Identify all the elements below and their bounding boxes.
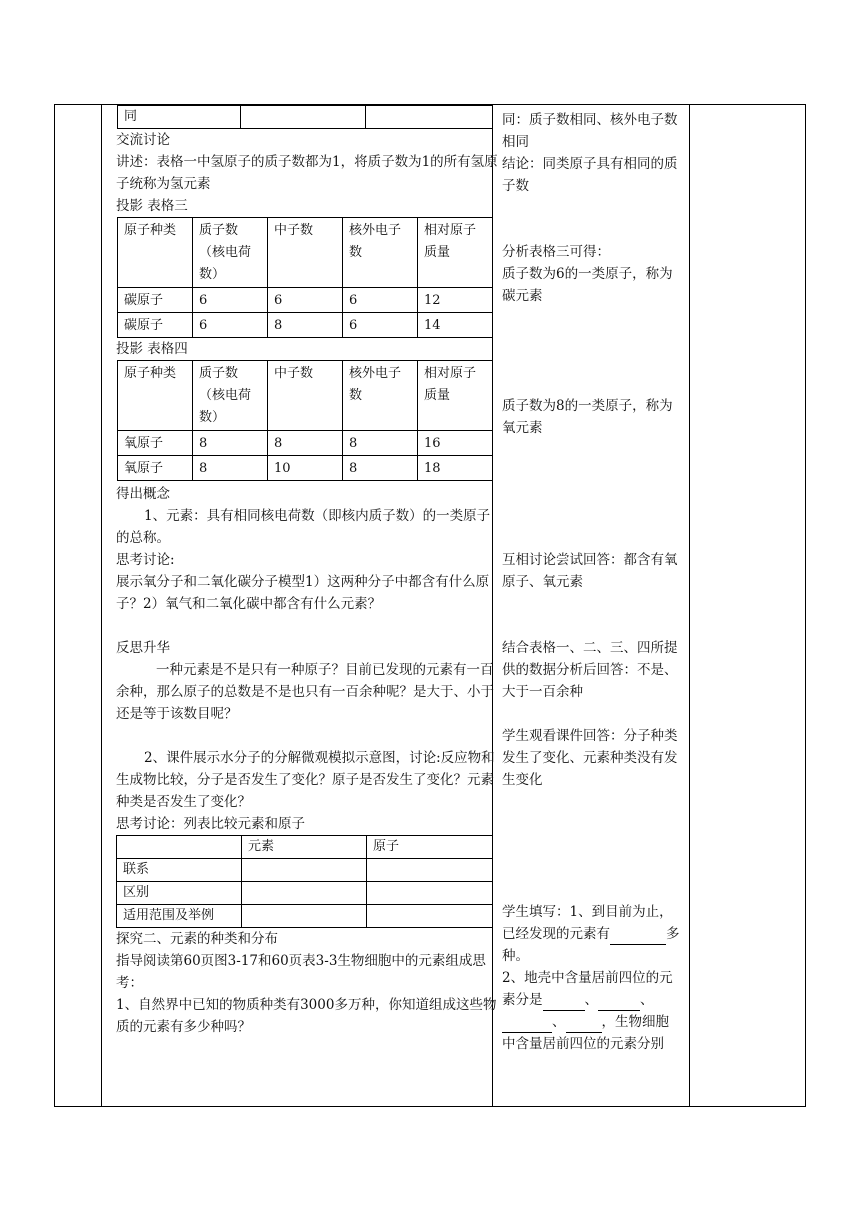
lecture-text: 讲述：表格一中氢原子的质子数都为1，将质子数为1的所有氢原子统称为氢元素	[116, 154, 498, 192]
header-cell: 核外电子数	[343, 218, 418, 288]
table-cell: 氧原子	[118, 431, 193, 456]
table-cell: 8	[343, 456, 418, 481]
separator: 、	[584, 992, 598, 1008]
fill-text-2: 多种。	[502, 926, 680, 964]
table-cell: 适用范围及举例	[117, 905, 242, 928]
table-cell	[367, 905, 493, 928]
table-cell	[242, 859, 367, 882]
compare-heading: 思考讨论：列表比较元素和原子	[116, 816, 305, 832]
header-cell: 质子数（核电荷数）	[193, 361, 268, 431]
table-cell	[242, 882, 367, 905]
header-cell: 相对原子质量	[418, 218, 493, 288]
table-cell: 碳原子	[118, 288, 193, 313]
table-row	[118, 456, 493, 481]
table-cell: 6	[193, 288, 268, 313]
table-cell	[242, 905, 367, 928]
table-cell: 6	[193, 313, 268, 338]
header-cell	[117, 836, 242, 859]
table-cell: 6	[343, 288, 418, 313]
table-cell: 14	[418, 313, 493, 338]
fill-text-4: ，生物细胞中含量居前四位的元素分别	[502, 1014, 669, 1052]
answer-blank[interactable]	[598, 994, 640, 1011]
table-cell: 12	[418, 288, 493, 313]
watch-answer: 学生观看课件回答：分子种类发生了变化、元素种类没有发生变化	[502, 728, 678, 788]
header-cell: 质子数（核电荷数）	[193, 218, 268, 288]
table-row	[118, 106, 493, 129]
top-table-fragment	[117, 105, 493, 129]
reflect-heading: 反思升华	[116, 640, 170, 656]
header-cell: 原子种类	[118, 361, 193, 431]
think-text: 展示氧分子和二氧化碳分子模型1）这两种分子中都含有什么原子？2）氧气和二氧化碳中都含有什么元素？	[116, 574, 490, 612]
combine-answer: 结合表格一、二、三、四所提供的数据分析后回答：不是、大于一百余种	[502, 640, 678, 700]
compare-table	[116, 835, 493, 928]
answer-blank[interactable]	[610, 928, 666, 945]
analysis-3-intro: 分析表格三可得：	[502, 244, 610, 260]
header-cell: 原子种类	[118, 218, 193, 288]
table-cell: 氧原子	[118, 456, 193, 481]
table-cell: 8	[193, 431, 268, 456]
table-three	[117, 217, 493, 338]
projection-3-heading: 投影 表格三	[116, 198, 188, 214]
table-header-row	[118, 218, 493, 288]
table-header-row	[118, 361, 493, 431]
projection-4-heading: 投影 表格四	[116, 341, 188, 357]
explore-heading: 探究二、元素的种类和分布	[116, 931, 278, 947]
think-heading: 思考讨论:	[116, 552, 175, 568]
column-divider-3	[689, 105, 690, 1106]
table-cell: 8	[268, 431, 343, 456]
table-cell: 联系	[117, 859, 242, 882]
header-cell: 中子数	[268, 218, 343, 288]
table-row	[117, 859, 493, 882]
table-cell: 8	[193, 456, 268, 481]
discussion-heading: 交流讨论	[116, 132, 170, 148]
header-cell: 核外电子数	[343, 361, 418, 431]
analysis-3-result: 质子数为6的一类原子，称为碳元素	[502, 266, 673, 304]
table-row	[117, 882, 493, 905]
table-cell: 区别	[117, 882, 242, 905]
fill-text-1: 学生填写：1、到目前为止，已经发现的元素有	[502, 904, 673, 942]
column-divider-1	[101, 105, 102, 1106]
fill-in-answer	[502, 901, 682, 1055]
student-activity-column	[502, 109, 682, 1055]
table-row	[117, 905, 493, 928]
answer-blank[interactable]	[502, 1016, 552, 1033]
table-cell	[366, 106, 493, 129]
conclusion-text: 结论：同类原子具有相同的质子数	[502, 156, 678, 194]
header-cell: 相对原子质量	[418, 361, 493, 431]
header-cell: 元素	[242, 836, 367, 859]
table-cell: 8	[268, 313, 343, 338]
table-cell: 碳原子	[118, 313, 193, 338]
table-four	[117, 360, 493, 481]
concept-text: 1、元素：具有相同核电荷数（即核内质子数）的一类原子的总称。	[116, 508, 491, 546]
table-cell: 6	[343, 313, 418, 338]
separator: 、	[552, 1014, 566, 1030]
answer-blank[interactable]	[543, 994, 585, 1011]
table-cell: 16	[418, 431, 493, 456]
table-row	[118, 431, 493, 456]
concept-heading: 得出概念	[116, 486, 170, 502]
header-cell: 原子	[367, 836, 493, 859]
guide-text: 指导阅读第60页图3-17和60页表3-3生物细胞中的元素组成思考：	[116, 953, 486, 991]
analysis-4-result: 质子数为8的一类原子，称为氧元素	[502, 398, 673, 436]
table-cell: 同	[118, 106, 241, 129]
reflect-text: 一种元素是不是只有一种原子？目前已发现的元素有一百余种，那么原子的总数是不是也只有一百余种呢？是大于、小于还是等于该数目呢？	[116, 662, 494, 722]
table-cell: 18	[418, 456, 493, 481]
table-row	[118, 288, 493, 313]
header-cell: 中子数	[268, 361, 343, 431]
separator: 、	[640, 992, 654, 1008]
answer-blank[interactable]	[566, 1016, 602, 1033]
question-1-text: 1、自然界中已知的物质种类有3000多万种，你知道组成这些物质的元素有多少种吗？	[116, 997, 497, 1035]
table-cell: 8	[343, 431, 418, 456]
fill-text-3: 2、地壳中含量居前四位的元素分是	[502, 970, 673, 1008]
table-cell	[367, 882, 493, 905]
courseware-text: 2、课件展示水分子的分解微观模拟示意图，讨论:反应物和生成物比较，分子是否发生了变化？原子是否发生了变化？元素种类是否发生了变化？	[116, 750, 495, 810]
table-cell: 6	[268, 288, 343, 313]
same-text: 同：质子数相同、核外电子数相同	[502, 112, 678, 150]
lesson-table	[54, 104, 806, 1107]
discuss-answer: 互相讨论尝试回答：都含有氧原子、氧元素	[502, 552, 678, 590]
table-cell: 10	[268, 456, 343, 481]
teacher-activity-column	[109, 105, 501, 1038]
table-header-row	[117, 836, 493, 859]
table-row	[118, 313, 493, 338]
table-cell	[241, 106, 366, 129]
table-cell	[367, 859, 493, 882]
